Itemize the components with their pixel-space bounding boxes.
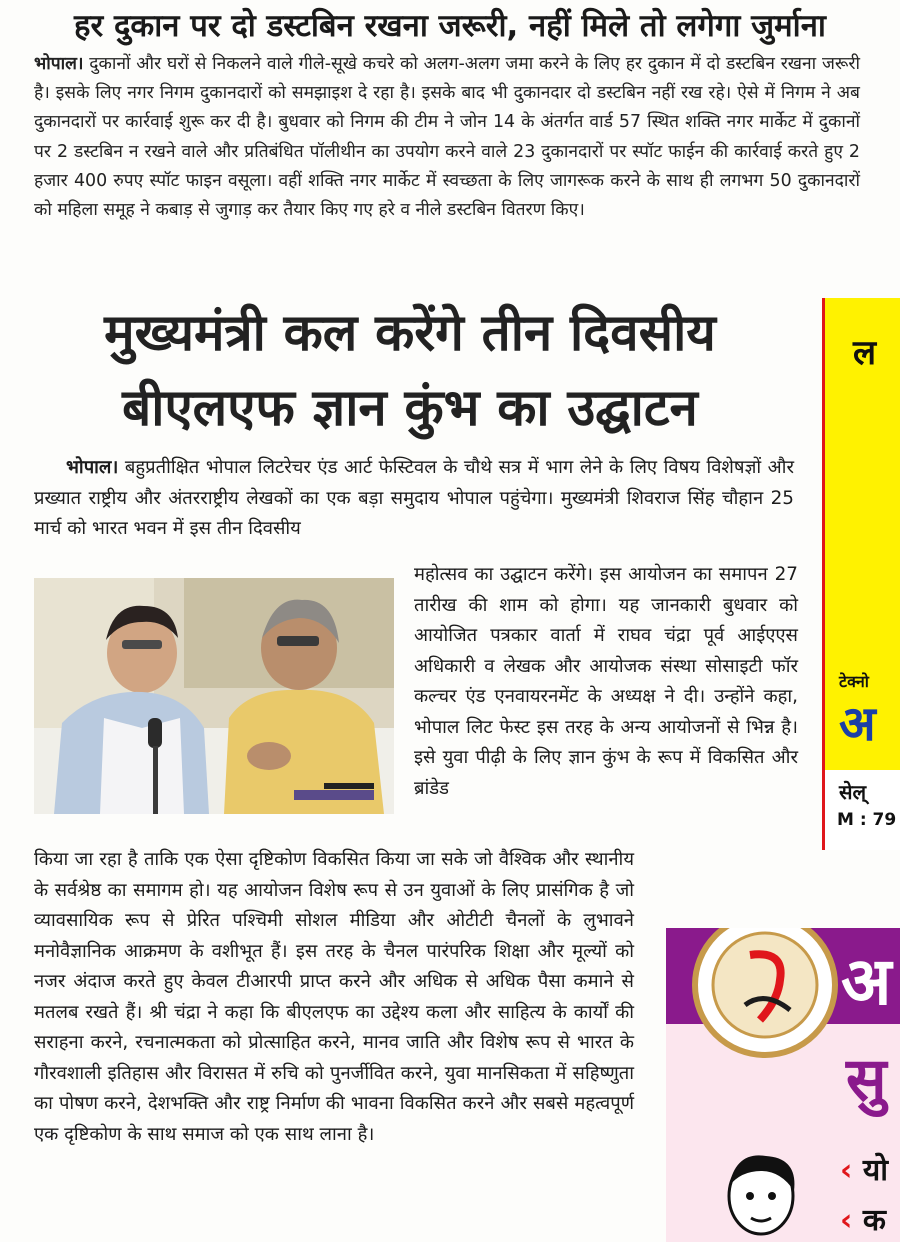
article2-headline: [30, 296, 790, 446]
article2-body-bottom: किया जा रहा है ताकि एक ऐसा दृष्टिकोण विकसित किया जा सके जो वैश्विक और स्थानीय के सर्वश्रेष्ठ का समागम हो। यह आयोजन विशेष रूप से उन युवाओं के लिए प्रासंगिक है जो व्यावसायिक रूप से प्रेरित पश्चिमी सोशल मीडिया और ओटीटी चैनलों के लुभावने मनोवैज्ञानिक आक्रमण के वशीभूत हैं। इस तरह के चैनल पारंपरिक शिक्षा और मूल्यों को नजर अंदाज करते हुए केवल टीआरपी प्राप्त करने और अधिक से अधिक पैसा कमाने से मतलब रखते हैं। श्री चंद्रा ने कहा कि बीएलएफ का उद्देश्य कला और साहित्य के कार्यों की सराहना करने, रचनात्मकता को प्रोत्साहित करने, मानव जाति और विशेष रूप से भारत के गौरवशाली इतिहास और विरासत में रुचि को पुनर्जीवित करने, युवा मानसिकता में सहिष्णुता का पोषण करने, देशभक्ति और राष्ट्र निर्माण की भावना विकसित करने और सबसे महत्वपूर्ण एक दृष्टिकोण के साथ समाज को एक साथ लाना है।: [34, 849, 634, 1145]
article2-dateline: भोपाल।: [66, 457, 119, 478]
article1-headline: हर दुकान पर दो डस्टबिन रखना जरूरी, नहीं मिले तो लगेगा जुर्माना: [74, 8, 826, 44]
ad-top-mobile: M : 79: [837, 810, 897, 830]
ad-top-subheading: टेक्नो: [839, 672, 869, 691]
cartoon-man-icon: [706, 1146, 816, 1242]
photo-illustration: [34, 578, 394, 814]
article2-headline-line1: मुख्यमंत्री कल करेंगे तीन दिवसीय: [104, 304, 716, 363]
advertisement-bottom: [666, 928, 900, 1242]
article2-body-top: [34, 453, 794, 545]
ad-bottom-bullet-1: ‹ यो: [840, 1153, 888, 1188]
raj-group-logo-icon: [690, 928, 840, 1060]
ad-bottom-heading: सु: [846, 1045, 887, 1115]
article2-text-top: बहुप्रतीक्षित भोपाल लिटरेचर एंड आर्ट फेस्टिवल के चौथे सत्र में भाग लेने के लिए विषय विशेषज्ञों और प्रख्यात राष्ट्रीय और अंतरराष्ट्रीय लेखकों का एक बड़ा समुदाय भोपाल पहुंचेगा। मुख्यमंत्री शिवराज सिंह चौहान 25 मार्च को भारत भवन में इस तीन दिवसीय: [34, 457, 794, 539]
article1-text: दुकानों और घरों से निकलने वाले गीले-सूखे कचरे को अलग-अलग जमा करने के लिए हर दुकान में दो डस्टबिन रखना जरूरी है। इसके लिए नगर निगम दुकानदारों को समझाइश दे रहा है। इसके बाद भी दुकानदार दो डस्टबिन नहीं रख रहे। ऐसे में निगम ने अब दुकानदारों पर कार्रवाई शुरू कर दी है। बुधवार को निगम की टीम ने जोन 14 के अंतर्गत वार्ड 57 स्थित शक्ति नगर मार्केट में दुकानों पर 2 डस्टबिन न रखने वाले और प्रतिबंधित पॉलीथीन का उपयोग करने वाले 23 दुकानदारों पर स्पॉट फाईन की कार्रवाई करते हुए 2 हजार 400 रुपए स्पॉट फाइन वसूला। वहीं शक्ति नगर मार्केट में स्वच्छता के लिए जागरूक करने के साथ ही लगभग 50 दुकानदारों को महिला समूह ने कबाड़ से जुगाड़ कर तैयार किए गए हरे व नीले डस्टबिन वितरण किए।: [34, 54, 860, 221]
advertisement-top: [822, 298, 900, 850]
ad-bottom-bullet-2: ‹ क: [840, 1203, 886, 1238]
ad-top-big-letter: अ: [839, 696, 876, 752]
press-conference-photo: [34, 578, 394, 814]
article1-dateline: भोपाल।: [34, 54, 84, 74]
article2-body-right: महोत्सव का उद्घाटन करेंगे। इस आयोजन का समापन 27 तारीख की शाम को होगा। यह जानकारी बुधवार को आयोजित पत्रकार वार्ता में राघव चंद्रा पूर्व आईएएस अधिकारी व लेखक और आयोजक संस्था सोसाइटी फॉर कल्चर एंड एनवायरनमेंट के अध्यक्ष ने दी। उन्होंने कहा, भोपाल लिट फेस्ट इस तरह के अन्य आयोजनों से भिन्न है। इसे युवा पीढ़ी के लिए ज्ञान कुंभ के रूप में विकसित और ब्रांडेड: [414, 564, 798, 799]
ad-top-heading: ल: [853, 333, 877, 373]
article1-body: [34, 50, 860, 225]
article2-headline-line2: बीएलएफ ज्ञान कुंभ का उद्घाटन: [122, 379, 698, 438]
ad-bottom-big-letter: अ: [841, 943, 892, 1020]
ad-top-sales-label: सेल्: [839, 780, 867, 804]
